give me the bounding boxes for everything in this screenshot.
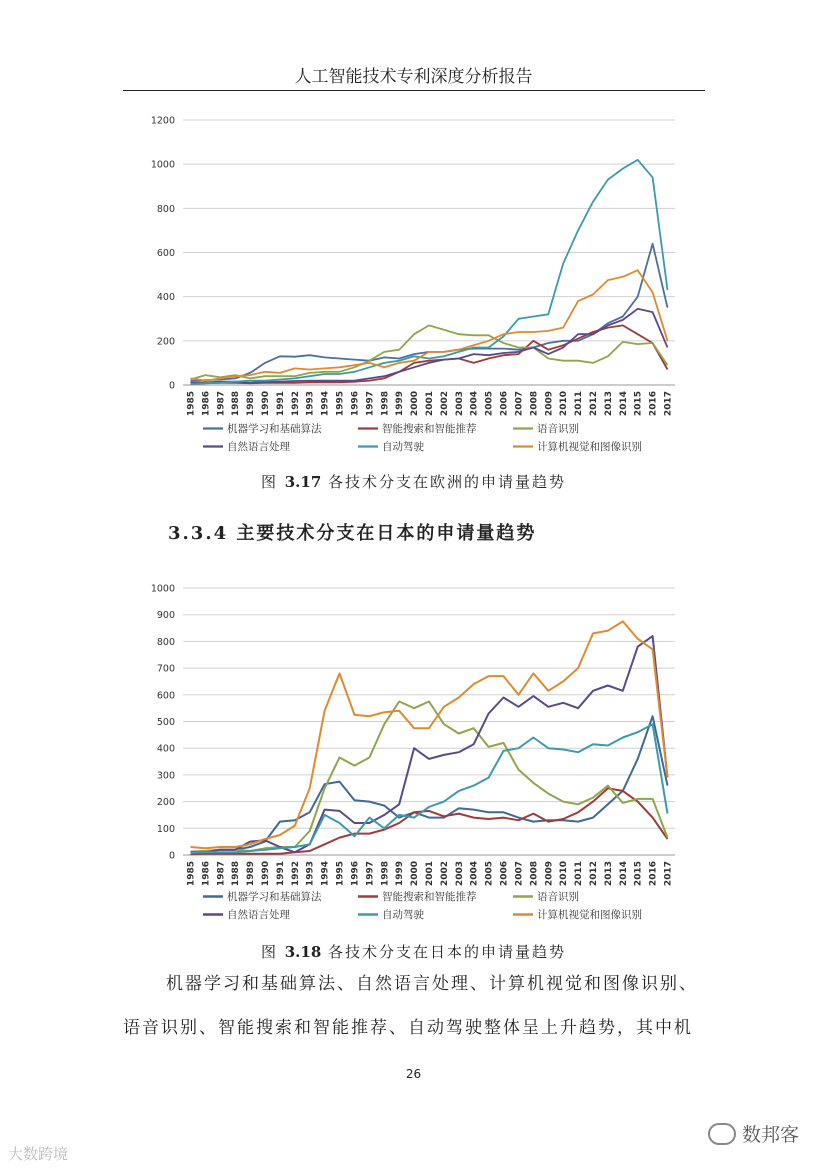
x-tick-label: 1990 — [261, 391, 271, 417]
chart-europe-trend — [0, 106, 827, 466]
x-tick-label: 1999 — [395, 861, 406, 887]
y-tick-label: 200 — [156, 797, 175, 809]
x-tick-label: 1992 — [290, 391, 301, 417]
y-tick-label: 1000 — [150, 159, 175, 171]
x-tick-label: 2016 — [648, 861, 659, 887]
x-tick-label: 2013 — [603, 861, 614, 887]
caption-number: 3.18 — [284, 943, 322, 961]
x-tick-label: 2008 — [529, 861, 540, 887]
series-line-3 — [191, 702, 668, 853]
x-tick-label: 2003 — [454, 391, 465, 417]
y-tick-label: 800 — [156, 636, 175, 648]
x-tick-label: 1993 — [305, 861, 316, 887]
x-tick-label: 2004 — [469, 391, 480, 417]
x-tick-label: 1995 — [335, 861, 346, 887]
x-tick-label: 1987 — [216, 861, 227, 887]
x-tick-label: 1987 — [216, 391, 227, 417]
x-tick-label: 1994 — [320, 391, 331, 417]
x-tick-label: 1997 — [365, 391, 376, 417]
x-tick-label: 2009 — [544, 861, 555, 887]
x-tick-label: 2016 — [648, 391, 659, 417]
chart-japan-trend — [0, 576, 827, 930]
x-tick-label: 2010 — [559, 861, 570, 887]
x-tick-label: 2002 — [439, 391, 450, 417]
y-tick-label: 300 — [156, 770, 175, 782]
watermark-right — [708, 1120, 799, 1147]
x-tick-label: 1995 — [335, 391, 346, 417]
page-number: 26 — [405, 1067, 422, 1081]
watermark-right-label: 数邦客 — [742, 1124, 800, 1146]
x-tick-label: 2017 — [663, 391, 674, 417]
x-tick-label: 1996 — [350, 391, 361, 417]
x-tick-label: 1999 — [395, 391, 406, 417]
x-tick-label: 1992 — [290, 861, 301, 887]
x-tick-label: 1990 — [261, 861, 271, 887]
y-tick-label: 100 — [156, 823, 175, 835]
x-tick-label: 1998 — [380, 391, 391, 417]
x-tick-label: 2007 — [514, 391, 525, 417]
x-tick-label: 2011 — [574, 391, 585, 417]
x-tick-label: 1986 — [201, 391, 212, 417]
legend-label-6: 计算机视觉和图像识别 — [537, 441, 642, 453]
legend-label-3: 语音识别 — [537, 891, 579, 903]
x-tick-label: 1988 — [231, 391, 242, 417]
x-tick-label: 1996 — [350, 861, 361, 887]
x-tick-label: 2000 — [410, 861, 421, 887]
x-tick-label: 2015 — [633, 861, 644, 887]
caption-number: 3.17 — [284, 473, 322, 491]
x-tick-label: 1989 — [246, 391, 257, 417]
x-tick-label: 1991 — [275, 861, 286, 887]
caption-prefix: 图 — [260, 943, 285, 961]
series-line-2 — [191, 325, 668, 384]
y-tick-label: 0 — [168, 380, 175, 392]
y-tick-label: 700 — [156, 663, 175, 675]
x-tick-label: 1986 — [201, 861, 212, 887]
x-tick-label: 2001 — [425, 391, 435, 417]
legend-label-4: 自然语言处理 — [227, 441, 290, 453]
x-tick-label: 2005 — [484, 861, 495, 887]
page-header: 人工智能技术专利深度分析报告 — [294, 67, 533, 87]
series-line-2 — [191, 788, 668, 854]
x-tick-label: 1989 — [246, 861, 257, 887]
x-tick-label: 1993 — [305, 391, 316, 417]
y-tick-label: 1200 — [150, 115, 175, 127]
figure-caption-3-17 — [0, 471, 827, 492]
x-tick-label: 1991 — [275, 391, 286, 417]
body-paragraph-line-2: 语音识别、智能搜索和智能推荐、自动驾驶整体呈上升趋势，其中机 — [123, 1018, 693, 1038]
x-tick-label: 2005 — [484, 391, 495, 417]
legend-label-5: 自动驾驶 — [382, 441, 424, 453]
x-tick-label: 1994 — [320, 861, 331, 887]
legend-label-2: 智能搜索和智能推荐 — [382, 891, 477, 903]
x-tick-label: 2001 — [425, 861, 435, 887]
x-tick-label: 2012 — [589, 391, 599, 417]
x-tick-label: 2012 — [589, 861, 599, 887]
y-tick-label: 600 — [156, 248, 175, 259]
x-tick-label: 2007 — [514, 861, 525, 887]
y-tick-label: 200 — [156, 336, 175, 348]
x-tick-label: 2000 — [410, 391, 421, 417]
x-tick-label: 2013 — [603, 391, 614, 417]
section-heading: 3.3.4 主要技术分支在日本的申请量趋势 — [168, 523, 537, 544]
x-tick-label: 2003 — [454, 861, 465, 887]
y-tick-label: 400 — [156, 292, 175, 304]
x-tick-label: 2017 — [663, 861, 674, 887]
x-tick-label: 2015 — [633, 391, 644, 417]
x-tick-label: 2002 — [439, 861, 450, 887]
y-tick-label: 0 — [168, 850, 175, 862]
x-tick-label: 2008 — [529, 391, 540, 417]
x-tick-label: 2006 — [499, 391, 510, 417]
watermark-left: 大数跨境 — [8, 1145, 69, 1163]
x-tick-label: 2009 — [544, 391, 555, 417]
legend-label-3: 语音识别 — [537, 423, 579, 435]
x-tick-label: 2006 — [499, 861, 510, 887]
legend-label-1: 机器学习和基础算法 — [227, 891, 322, 903]
series-line-1 — [191, 716, 668, 852]
x-tick-label: 2004 — [469, 861, 480, 887]
y-tick-label: 1000 — [150, 583, 175, 595]
caption-text: 各技术分支在欧洲的申请量趋势 — [321, 473, 567, 491]
figure-caption-3-18 — [0, 941, 827, 962]
x-tick-label: 1997 — [365, 861, 376, 887]
x-tick-label: 1985 — [186, 391, 197, 417]
x-tick-label: 2014 — [618, 861, 629, 887]
x-tick-label: 2010 — [559, 391, 570, 417]
wechat-icon — [708, 1123, 736, 1145]
legend-label-5: 自动驾驶 — [382, 909, 424, 921]
header-rule — [123, 90, 705, 91]
x-tick-label: 1988 — [231, 861, 242, 887]
x-tick-label: 1985 — [186, 861, 197, 887]
series-line-5 — [191, 724, 668, 853]
x-tick-label: 2014 — [618, 391, 629, 417]
y-tick-label: 400 — [156, 743, 175, 755]
caption-text: 各技术分支在日本的申请量趋势 — [321, 943, 567, 961]
y-tick-label: 500 — [156, 717, 175, 728]
y-tick-label: 800 — [156, 203, 175, 215]
series-line-5 — [191, 160, 668, 384]
legend-label-1: 机器学习和基础算法 — [227, 423, 322, 435]
caption-prefix: 图 — [260, 473, 285, 491]
x-tick-label: 2011 — [574, 861, 585, 887]
body-paragraph-line-1: 机器学习和基础算法、自然语言处理、计算机视觉和图像识别、 — [166, 974, 698, 994]
legend-label-2: 智能搜索和智能推荐 — [382, 423, 477, 435]
legend-label-4: 自然语言处理 — [227, 909, 290, 921]
y-tick-label: 600 — [156, 690, 175, 702]
legend-label-6: 计算机视觉和图像识别 — [537, 909, 642, 921]
x-tick-label: 1998 — [380, 861, 391, 887]
y-tick-label: 900 — [156, 610, 175, 622]
